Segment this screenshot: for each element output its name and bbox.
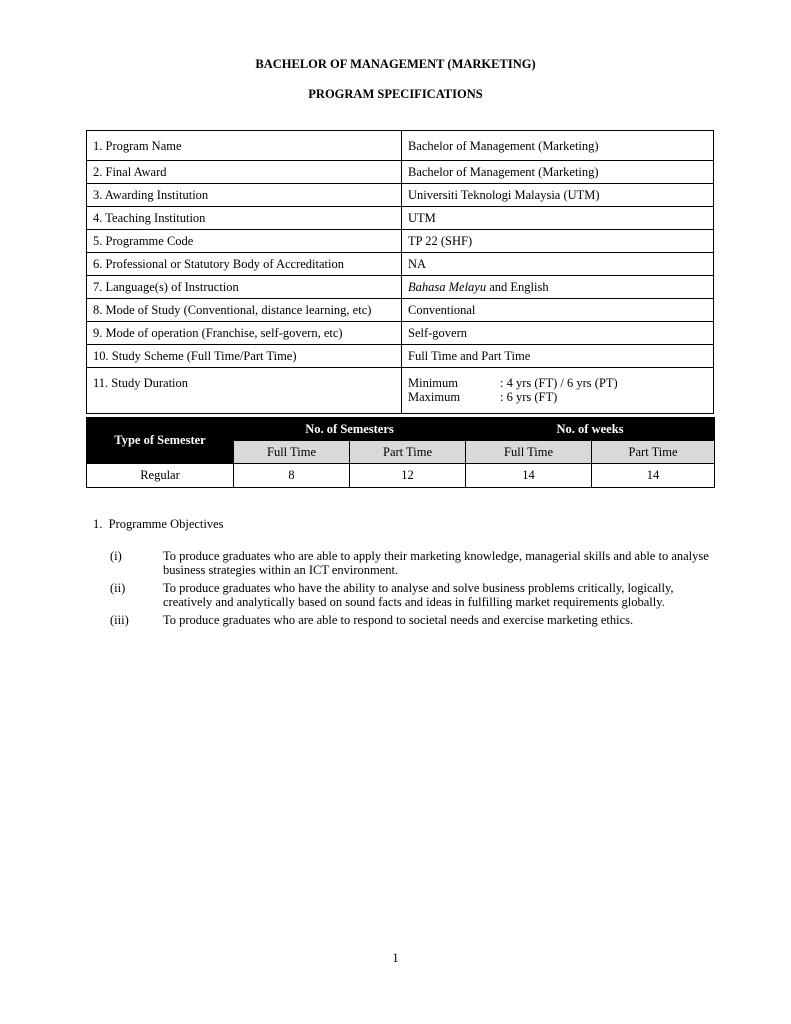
type-of-semester-header: Type of Semester xyxy=(87,418,234,464)
duration-key: Minimum xyxy=(408,376,459,390)
duration-maximum xyxy=(408,390,707,404)
spec-label: 9. Mode of operation (Franchise, self-govern, etc) xyxy=(87,322,402,345)
sub-header: Full Time xyxy=(234,441,350,464)
objective-text: To produce graduates who are able to apply their marketing knowledge, managerial skills and able to analyse business strategies within an ICT environment. xyxy=(163,549,709,577)
language-italic: Bahasa Melayu xyxy=(408,280,487,294)
duration-value: : 6 yrs (FT) xyxy=(500,390,558,404)
spec-label: 2. Final Award xyxy=(87,161,402,184)
table-cell: 12 xyxy=(350,464,466,488)
table-header-row xyxy=(87,418,715,441)
list-item xyxy=(93,549,713,577)
spec-label: 8. Mode of Study (Conventional, distance learning, etc) xyxy=(87,299,402,322)
spec-label: 10. Study Scheme (Full Time/Part Time) xyxy=(87,345,402,368)
spec-label: 3. Awarding Institution xyxy=(87,184,402,207)
spec-value: Self-govern xyxy=(402,322,714,345)
spec-label: 11. Study Duration xyxy=(87,368,402,414)
sub-header: Full Time xyxy=(466,441,592,464)
list-item xyxy=(93,613,713,627)
table-cell: 8 xyxy=(234,464,350,488)
table-row xyxy=(87,230,714,253)
spec-label: 1. Program Name xyxy=(87,131,402,161)
objective-text: To produce graduates who are able to respond to societal needs and exercise marketing ethics. xyxy=(163,613,634,627)
table-cell: Regular xyxy=(87,464,234,488)
duration-minimum xyxy=(408,376,707,390)
programme-objectives xyxy=(93,517,713,631)
table-row xyxy=(87,464,715,488)
table-row xyxy=(87,207,714,230)
table-cell: 14 xyxy=(466,464,592,488)
sub-header: Part Time xyxy=(350,441,466,464)
page-number: 1 xyxy=(392,951,399,965)
language-rest: and English xyxy=(486,280,549,294)
table-row xyxy=(87,368,714,414)
program-spec-table xyxy=(86,130,714,414)
objectives-list xyxy=(93,549,713,627)
spec-value: TP 22 (SHF) xyxy=(402,230,714,253)
table-row xyxy=(87,345,714,368)
document-subtitle: PROGRAM SPECIFICATIONS xyxy=(308,87,483,101)
objective-number: (ii) xyxy=(110,581,126,595)
objective-number: (i) xyxy=(110,549,122,563)
spec-value: NA xyxy=(402,253,714,276)
list-item xyxy=(93,581,713,609)
table-row xyxy=(87,322,714,345)
no-of-weeks-header: No. of weeks xyxy=(466,418,715,441)
spec-label: 7. Language(s) of Instruction xyxy=(87,276,402,299)
objectives-heading: 1. Programme Objectives xyxy=(93,517,224,531)
spec-value: Bachelor of Management (Marketing) xyxy=(402,161,714,184)
spec-value: Bachelor of Management (Marketing) xyxy=(402,131,714,161)
no-of-semesters-header: No. of Semesters xyxy=(234,418,466,441)
spec-value: Conventional xyxy=(402,299,714,322)
spec-value xyxy=(402,276,714,299)
spec-value xyxy=(402,368,714,414)
spec-label: 5. Programme Code xyxy=(87,230,402,253)
duration-value: : 4 yrs (FT) / 6 yrs (PT) xyxy=(500,376,618,390)
objective-number: (iii) xyxy=(110,613,129,627)
spec-value: Full Time and Part Time xyxy=(402,345,714,368)
objective-text: To produce graduates who have the ability to analyse and solve business problems critically, logically, creatively and analytically based on sound facts and ideas in fulfilling market requirements globally. xyxy=(163,581,674,609)
table-row xyxy=(87,161,714,184)
table-row xyxy=(87,131,714,161)
table-row xyxy=(87,253,714,276)
spec-label: 4. Teaching Institution xyxy=(87,207,402,230)
duration-key: Maximum xyxy=(408,390,461,404)
document-title: BACHELOR OF MANAGEMENT (MARKETING) xyxy=(255,57,536,71)
spec-value: Universiti Teknologi Malaysia (UTM) xyxy=(402,184,714,207)
table-row xyxy=(87,299,714,322)
semester-table xyxy=(86,417,715,488)
spec-label: 6. Professional or Statutory Body of Accreditation xyxy=(87,253,402,276)
table-cell: 14 xyxy=(592,464,715,488)
table-row xyxy=(87,276,714,299)
table-row xyxy=(87,184,714,207)
spec-value: UTM xyxy=(402,207,714,230)
sub-header: Part Time xyxy=(592,441,715,464)
